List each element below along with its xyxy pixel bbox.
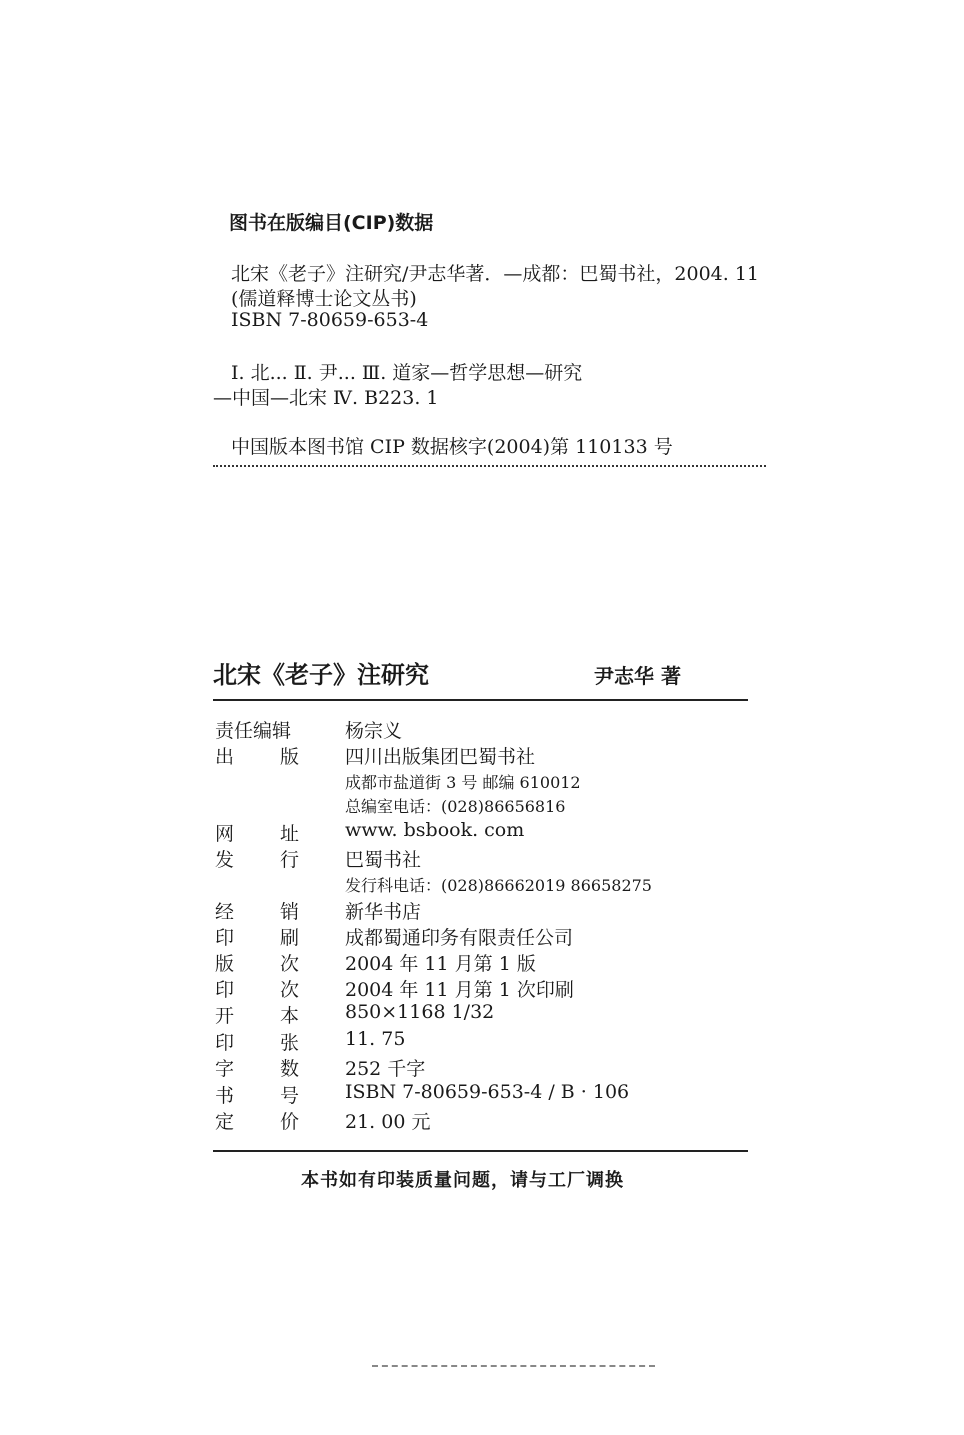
detail-label: 印 — [215, 927, 235, 949]
detail-label-second: 次 — [280, 953, 300, 975]
detail-value: www. bsbook. com — [345, 819, 525, 841]
detail-label: 书 — [215, 1085, 235, 1107]
detail-value: 杨宗义 — [345, 720, 403, 742]
detail-label-second: 版 — [280, 746, 300, 768]
scan-marks — [372, 1365, 655, 1367]
detail-label: 开 — [215, 1005, 235, 1027]
detail-label-second: 次 — [280, 979, 300, 1001]
cip-subject-line-cont: —中国—北宋 Ⅳ. B223. 1 — [213, 387, 439, 409]
detail-label-second: 销 — [280, 901, 300, 923]
detail-value: 21. 00 元 — [345, 1111, 431, 1133]
detail-label: 定 — [215, 1111, 235, 1133]
detail-label-second: 价 — [280, 1111, 300, 1133]
cip-isbn-line: ISBN 7-80659-653-4 — [231, 309, 429, 331]
detail-value: 发行科电话：(028)86662019 86658275 — [345, 876, 652, 895]
cip-subject-line: Ⅰ. 北... Ⅱ. 尹... Ⅲ. 道家—哲学思想—研究 — [231, 362, 583, 384]
detail-label-second: 张 — [280, 1032, 300, 1054]
bottom-rule — [213, 1150, 748, 1152]
detail-label-second: 本 — [280, 1005, 300, 1027]
detail-value: 2004 年 11 月第 1 次印刷 — [345, 979, 574, 1001]
detail-label-second: 数 — [280, 1058, 300, 1080]
cip-series-line: (儒道释博士论文丛书) — [231, 288, 417, 310]
detail-label: 出 — [215, 746, 235, 768]
detail-label: 责任编辑 — [215, 720, 292, 742]
detail-label: 字 — [215, 1058, 235, 1080]
top-rule — [213, 699, 748, 701]
detail-value: 巴蜀书社 — [345, 849, 422, 871]
detail-label: 印 — [215, 979, 235, 1001]
detail-value: 252 千字 — [345, 1058, 426, 1080]
detail-value: 成都市盐道街 3 号 邮编 610012 — [345, 773, 581, 792]
detail-label: 发 — [215, 849, 235, 871]
detail-value: 总编室电话：(028)86656816 — [345, 797, 566, 816]
detail-value: 850×1168 1/32 — [345, 1001, 495, 1023]
detail-label-second: 址 — [280, 823, 300, 845]
detail-label: 经 — [215, 901, 235, 923]
detail-label: 版 — [215, 953, 235, 975]
cip-heading: 图书在版编目(CIP)数据 — [229, 212, 434, 234]
cip-record-number: 中国版本图书馆 CIP 数据核字(2004)第 110133 号 — [231, 436, 673, 458]
cip-title-line: 北宋《老子》注研究/尹志华著．—成都：巴蜀书社，2004. 11 — [231, 263, 760, 285]
detail-label: 印 — [215, 1032, 235, 1054]
book-title: 北宋《老子》注研究 — [213, 661, 429, 689]
book-author: 尹志华 著 — [594, 664, 681, 688]
detail-label-second: 刷 — [280, 927, 300, 949]
detail-label-second: 号 — [280, 1085, 300, 1107]
detail-value: 11. 75 — [345, 1028, 406, 1050]
detail-value: 四川出版集团巴蜀书社 — [345, 746, 536, 768]
detail-value: 成都蜀通印务有限责任公司 — [345, 927, 574, 949]
detail-label-second: 行 — [280, 849, 300, 871]
quality-notice: 本书如有印装质量问题，请与工厂调换 — [301, 1170, 624, 1191]
detail-value: ISBN 7-80659-653-4 / B · 106 — [345, 1081, 630, 1103]
dotted-divider — [213, 465, 766, 467]
detail-value: 2004 年 11 月第 1 版 — [345, 953, 536, 975]
detail-label: 网 — [215, 823, 235, 845]
detail-value: 新华书店 — [345, 901, 422, 923]
